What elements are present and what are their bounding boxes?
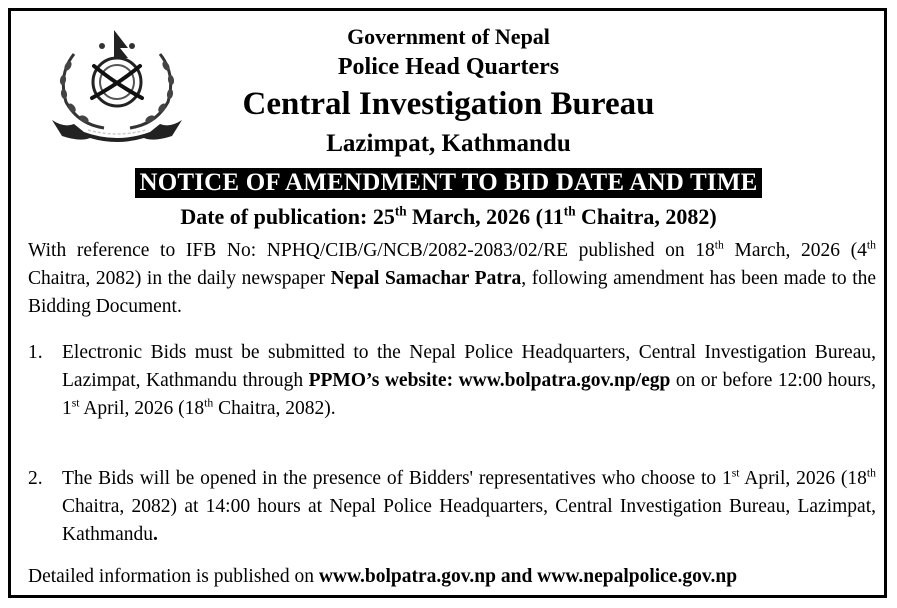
list-item [28,465,876,549]
footer-links: www.bolpatra.gov.np and www.nepalpolice.gov.np [318,566,738,587]
item-number: 1. [28,342,43,363]
publication-date: Date of publication: 25th March, 2026 (11th Chaitra, 2082) [180,203,717,229]
newspaper-name: Nepal Samachar Patra [330,268,522,289]
footer-info: Detailed information is published on www.bolpatra.gov.np and www.nepalpolice.gov.np [28,566,738,587]
list-item [28,339,876,423]
ppmo-website: PPMO’s website: www.bolpatra.gov.np/egp [308,370,671,391]
header-cib: Central Investigation Bureau [242,86,655,122]
item-number: 2. [28,468,43,489]
header-address: Lazimpat, Kathmandu [326,130,571,157]
item-text: The Bids will be opened in the presence of Bidders' representatives who choose to 1st April, 2026 (18th Chaitra, 2082) at 14:00 hours at Nepal Police Headquarters, Central Investigation Bureau, Lazimpat, Kathmandu. [62,466,876,545]
notice-title: NOTICE OF AMENDMENT TO BID DATE AND TIME [135,168,761,198]
notice-banner [0,168,897,198]
intro-paragraph: With reference to IFB No: NPHQ/CIB/G/NCB/2082-2083/02/RE published on 18th March, 2026 (4th Chaitra, 2082) in the daily newspaper Nepal Samachar Patra, following amendment has been made to the Bidding Document. [28,238,877,317]
header-police-hq: Police Head Quarters [337,54,560,80]
header-government: Government of Nepal [347,24,550,49]
item-text: Electronic Bids must be submitted to the Nepal Police Headquarters, Central Investigation Bureau, Lazimpat, Kathmandu through PPMO’s website: www.bolpatra.gov.np/egp on or before 12:00 hours, 1st April, 2026 (18th Chaitra, 2082). [62,342,876,419]
